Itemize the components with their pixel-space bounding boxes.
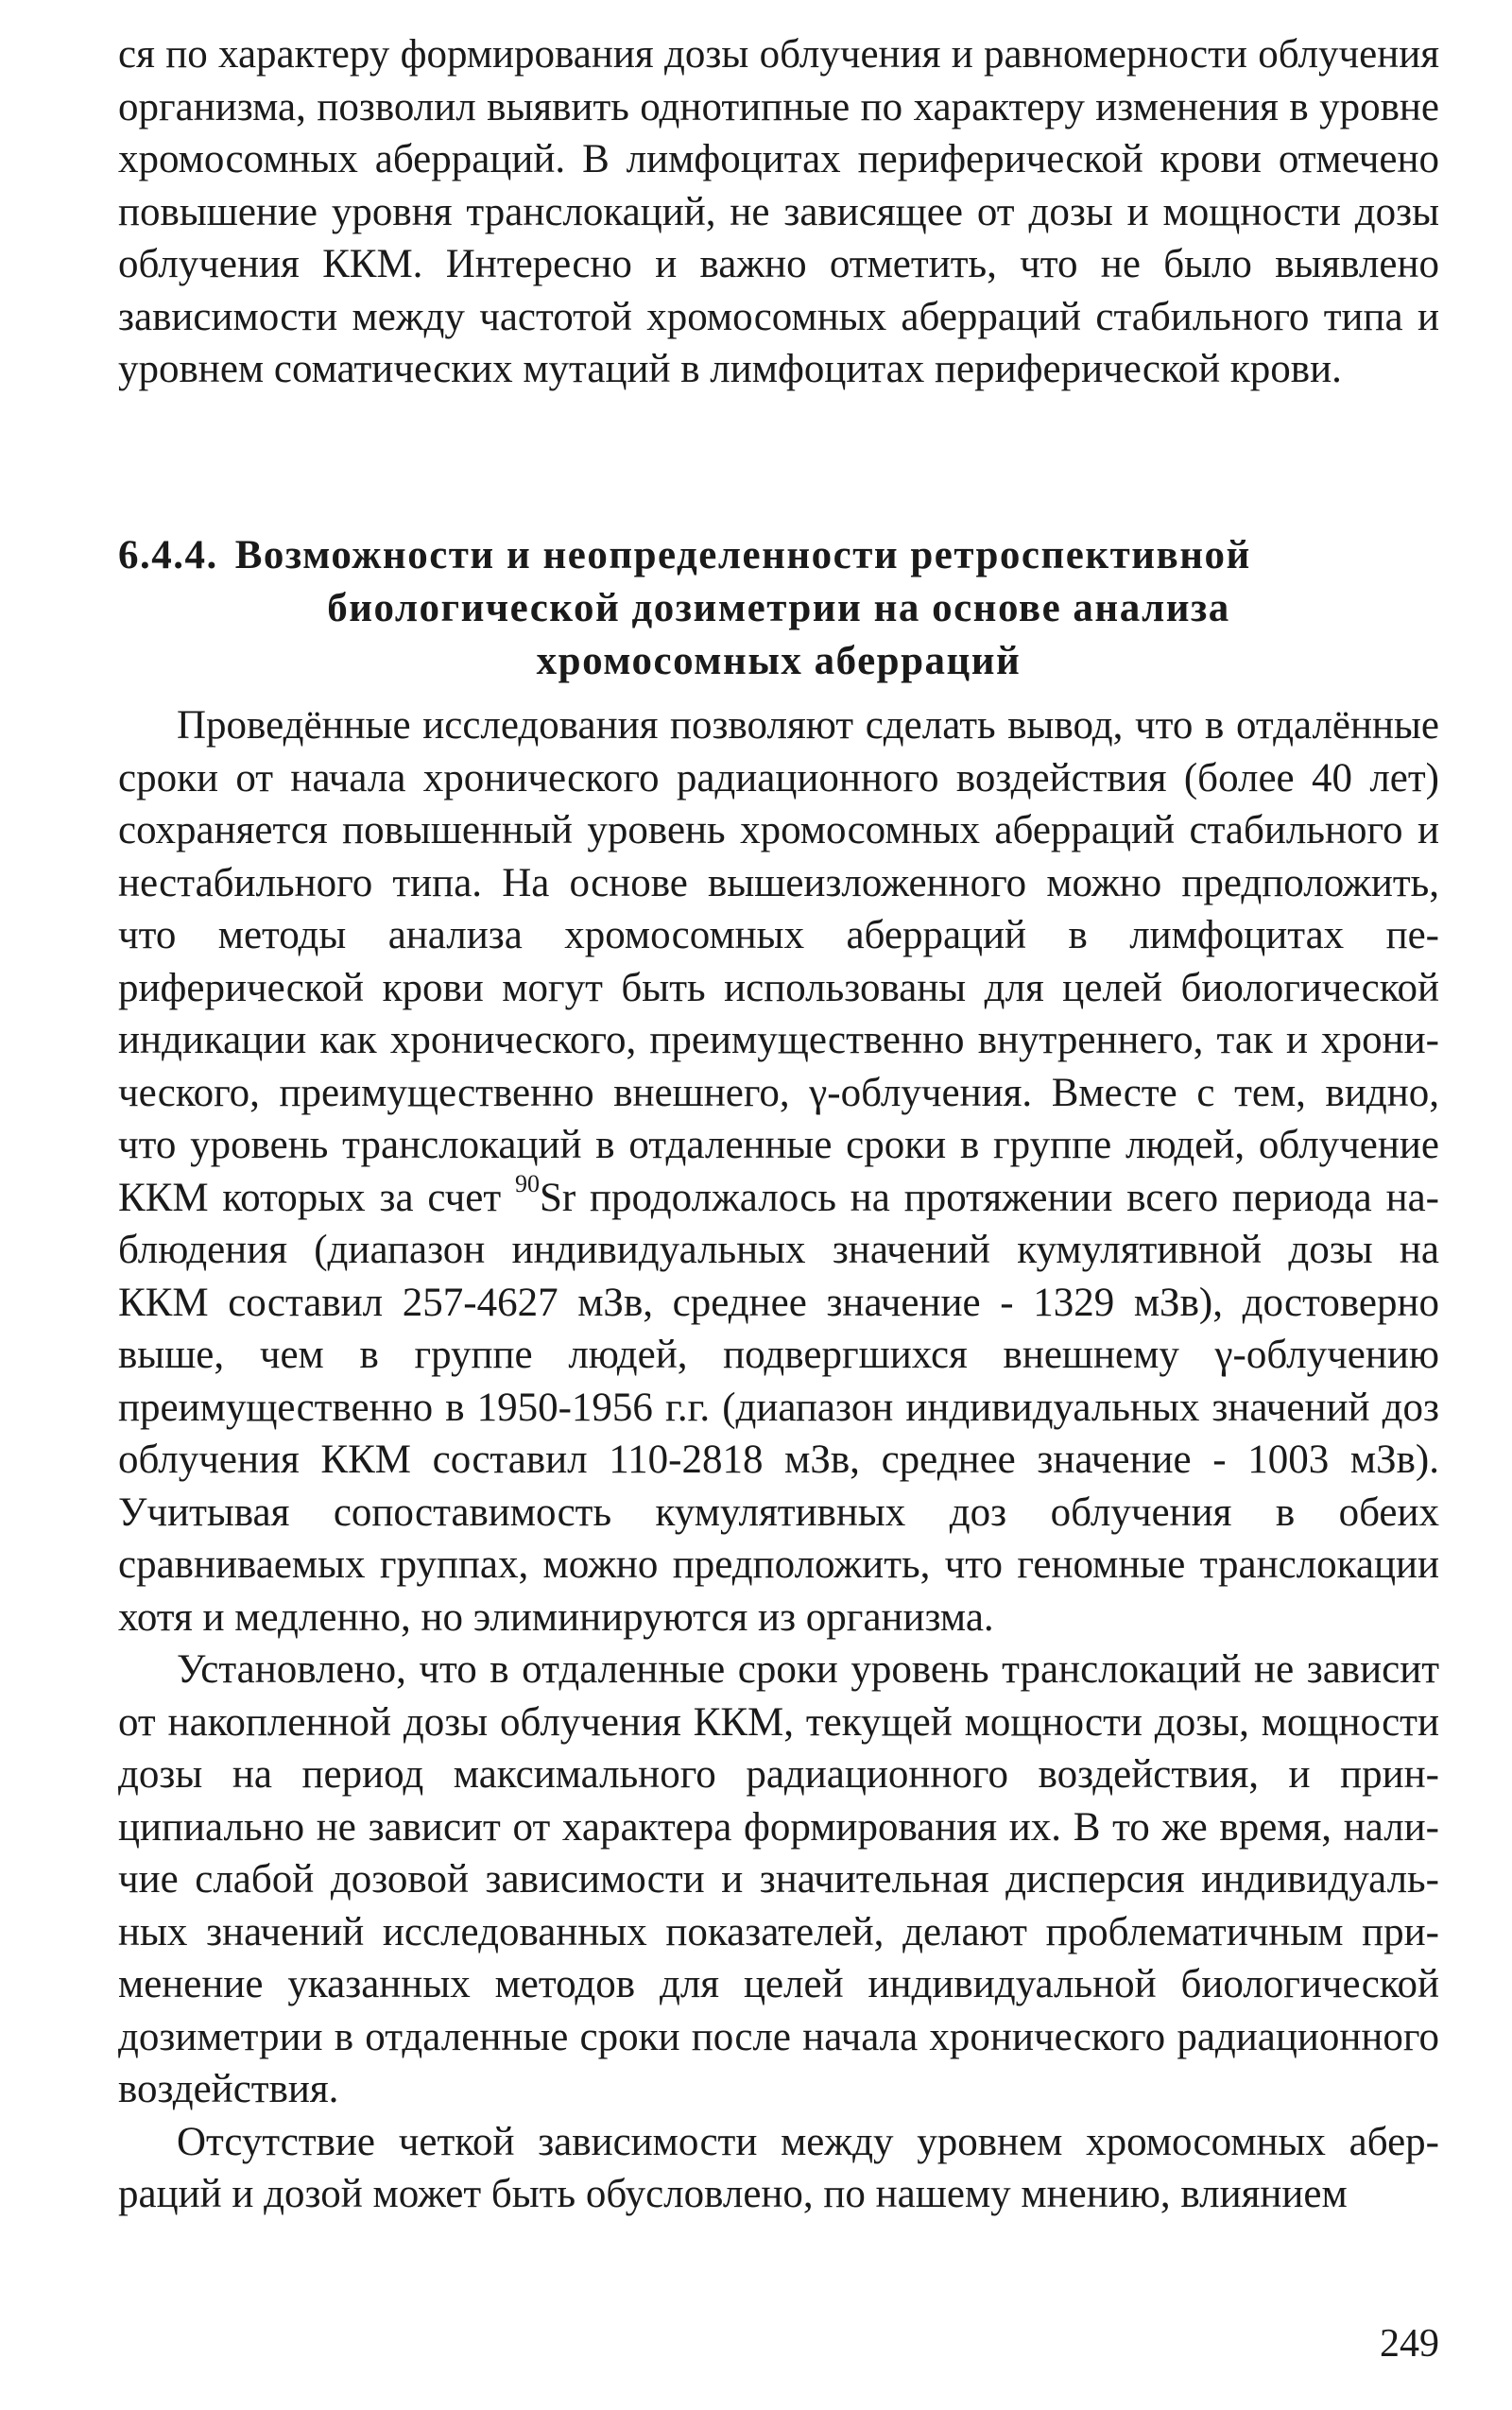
- top-paragraph-block: [118, 28, 1439, 396]
- paragraph-1: [118, 699, 1439, 1644]
- paragraph-2: Установлено, что в отдаленные сроки уровень транслокаций не зависит от накопленной дозы облучения ККМ, текущей мощности дозы, мощности дозы на период максимального радиационного воздействия, и принципиально не зависит от характера формирования их. В то же время, наличие слабой дозовой зависимости и значительная дисперсия индивидуальных значений исследованных показателей, делают проблематичным применение указанных методов для целей индивидуальной биологической дозиметрии в отдаленные сроки после начала хронического радиационного воздействия.: [118, 1647, 1439, 2111]
- section-number: 6.4.4.: [118, 533, 218, 577]
- isotope-mass-number: 90: [514, 1170, 540, 1198]
- paragraph-3: Отсутствие четкой зависимости между уровнем хромосомных аберраций и дозой может быть обусловлено, по нашему мнению, влиянием: [118, 2119, 1439, 2216]
- paragraph-1-part-1: Проведённые исследования позволяют сделать вывод, что в отдалённые сроки от начала хронического радиационного воздействия (более 40 лет) сохраняется повышенный уровень хромосомных аберраций стабильного и нестабильного типа. На основе вышеизложенного можно предположить, что методы анализа хромосомных аберраций в лимфоцитах периферической крови могут быть использованы для целей биологической индикации как хронического, преимущественно внутреннего, так и хронического, преимущественно внешнего, γ-облучения. Вместе с тем, видно, что уровень транслокаций в отдаленные сроки в группе людей, облучение ККМ которых за счет: [118, 703, 1439, 1220]
- section-title-part-1: Возможности и неопределенности ретроспективной: [234, 533, 1251, 577]
- section-heading-line-3: хромосомных аберраций: [536, 639, 1022, 683]
- body-text: [118, 699, 1439, 2221]
- top-paragraph: ся по характеру формирования дозы облучения и равномерности облучения организма, позволил выявить однотипные по характеру изменения в уровне хромосомных аберраций. В лимфоцитах периферической крови отмечено повышение уровня транслокаций, не зависящее от дозы и мощности дозы облучения ККМ. Интересно и важно отметить, что не было выявлено зависимости между частотой хромосомных аберраций стабильного типа и уровнем соматических мутаций в лимфоцитах периферической крови.: [118, 32, 1439, 391]
- paragraph-1-part-2: продолжалось на протяжении всего периода наблюдения (диапазон индивидуальных значений кумулятивной дозы на ККМ составил 257-4627 мЗв, среднее значение - 1329 мЗв), достоверно выше, чем в группе людей, подвергшихся внешнему γ-облучению преимущественно в 1950-1956 г.г. (диапазон индивидуальных значений доз облучения ККМ составил 110-2818 мЗв, среднее значение - 1003 мЗв). Учитывая сопоставимость кумулятивных доз облучения в обеих сравниваемых группах, можно предположить, что геномные транслокации хотя и медленно, но элиминируются из организма.: [118, 1175, 1439, 1640]
- section-heading-line-2: биологической дозиметрии на основе анализа: [327, 586, 1230, 630]
- section-heading-line-1: [118, 529, 1439, 582]
- page-number: 249: [1380, 2322, 1439, 2366]
- isotope-symbol: Sr: [539, 1175, 576, 1220]
- section-heading: [118, 529, 1439, 688]
